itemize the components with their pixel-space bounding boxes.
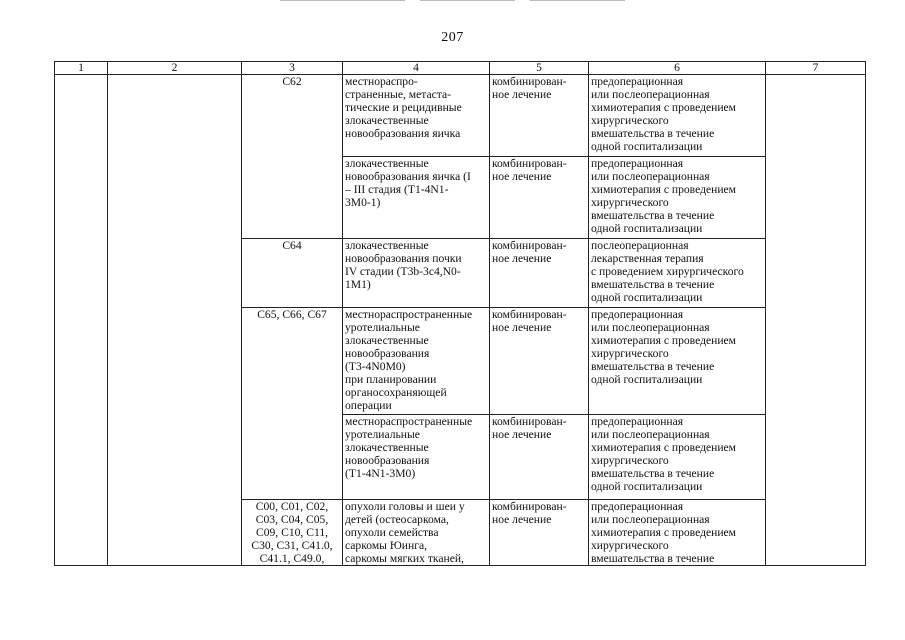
treatment-type-cell: комбинирован- ное лечение [490, 308, 589, 415]
column-header-7: 7 [766, 62, 866, 75]
column-header-6: 6 [589, 62, 766, 75]
condition-cell: опухоли головы и шеи у детей (остеосаркома, опухоли семейства саркомы Юинга, саркомы мягких тканей, [343, 500, 490, 566]
column-header-1: 1 [55, 62, 108, 75]
column-number-row [55, 62, 866, 75]
col7-cell [766, 75, 866, 566]
diagnosis-code-cell: C00, C01, C02, C03, C04, C05, C09, C10, C11, C30, C31, C41.0, C41.1, C49.0, [242, 500, 343, 566]
col2-cell [108, 75, 242, 566]
treatment-type-cell: комбинирован- ное лечение [490, 75, 589, 157]
column-header-4: 4 [343, 62, 490, 75]
treatment-method-cell: предоперационная или послеоперационная химиотерапия с проведением хирургического вмешательства в течение одной госпитализации [589, 157, 766, 239]
diagnosis-code-cell: C65, C66, C67 [242, 308, 343, 500]
treatment-method-cell: предоперационная или послеоперационная химиотерапия с проведением хирургического вмешательства в течение одной госпитализации [589, 308, 766, 415]
diagnosis-code-cell: C62 [242, 75, 343, 239]
treatment-method-cell: предоперационная или послеоперационная химиотерапия с проведением хирургического вмешательства в течение одной госпитализации [589, 75, 766, 157]
condition-cell: местнораспространенные уротелиальные злокачественные новообразования (T3-4N0M0) при планировании органосохраняющей операции [343, 308, 490, 415]
column-header-5: 5 [490, 62, 589, 75]
condition-cell: местнораспро- страненные, метаста- тические и рецидивные злокачественные новообразования яичка [343, 75, 490, 157]
diagnosis-code-cell: C64 [242, 239, 343, 308]
treatment-method-cell: послеоперационная лекарственная терапия с проведением хирургического вмешательства в течение одной госпитализации [589, 239, 766, 308]
services-table [54, 61, 866, 566]
treatment-type-cell: комбинирован- ное лечение [490, 157, 589, 239]
page-number: 207 [441, 30, 464, 45]
treatment-method-cell: предоперационная или послеоперационная химиотерапия с проведением хирургического вмешательства в течение одной госпитализации [589, 415, 766, 500]
condition-cell: местнораспространенные уротелиальные злокачественные новообразования (T1-4N1-3M0) [343, 415, 490, 500]
column-header-3: 3 [242, 62, 343, 75]
table-row [55, 75, 866, 157]
scan-edge-line [280, 0, 405, 1]
treatment-method-cell: предоперационная или послеоперационная химиотерапия с проведением хирургического вмешательства в течение [589, 500, 766, 566]
col1-cell [55, 75, 108, 566]
treatment-type-cell: комбинирован- ное лечение [490, 415, 589, 500]
scan-edge-line [420, 0, 515, 1]
condition-cell: злокачественные новообразования почки IV стадии (T3b-3c4,N0- 1M1) [343, 239, 490, 308]
treatment-type-cell: комбинирован- ное лечение [490, 500, 589, 566]
treatment-type-cell: комбинирован- ное лечение [490, 239, 589, 308]
scan-edge-line [530, 0, 625, 1]
condition-cell: злокачественные новообразования яичка (I – III стадия (T1-4N1- 3M0-1) [343, 157, 490, 239]
column-header-2: 2 [108, 62, 242, 75]
